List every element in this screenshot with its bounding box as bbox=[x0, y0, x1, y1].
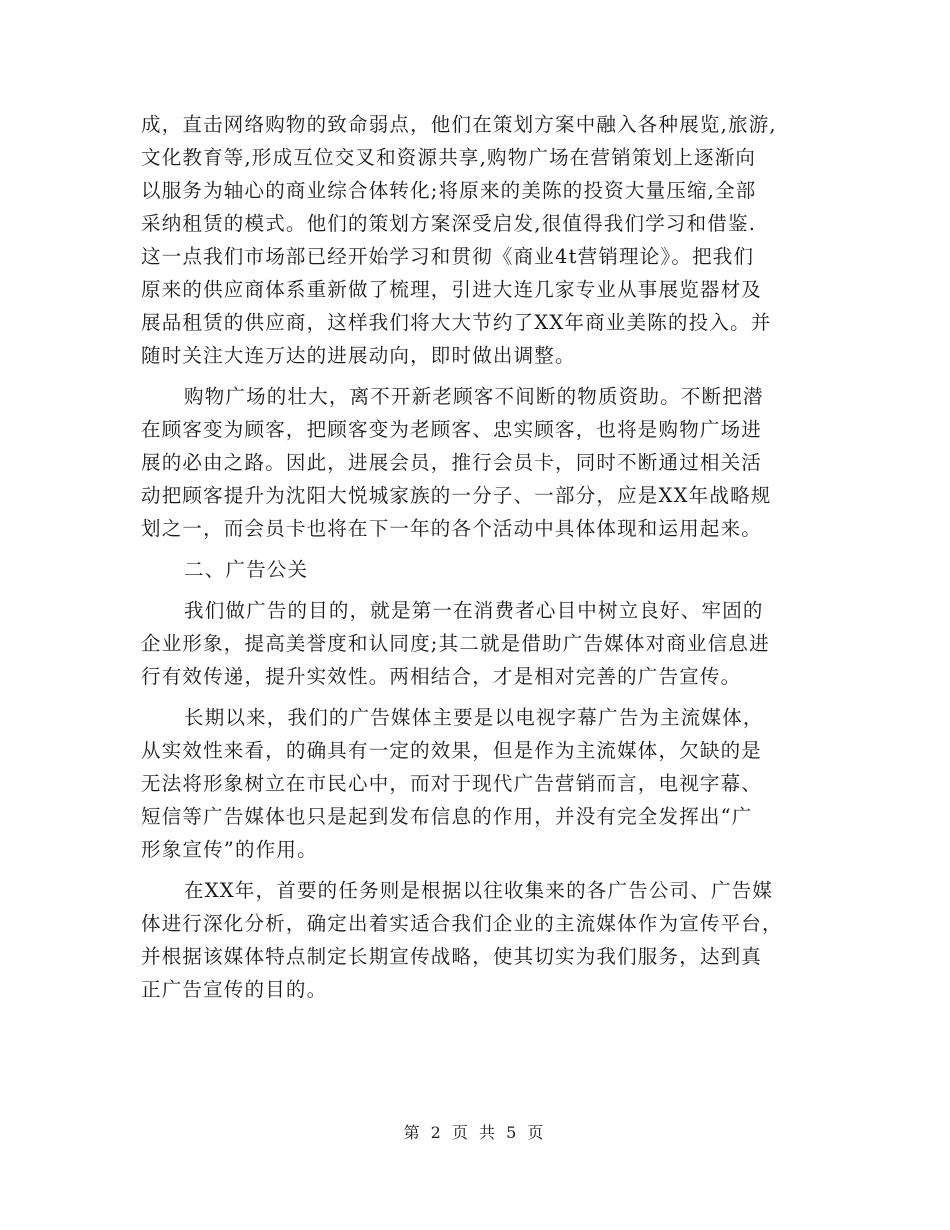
text-line: 从实效性来看，的确具有一定的效果，但是作为主流媒体，欠缺的是 bbox=[141, 739, 763, 762]
text-line: 行有效传递，提升实效性。两相结合，才是相对完善的广告宣传。 bbox=[141, 665, 742, 688]
document-body bbox=[141, 108, 821, 1006]
text-line: 正广告宣传的目的。 bbox=[141, 978, 328, 1001]
text-line: 二、广告公关 bbox=[184, 558, 309, 581]
text-line: 并根据该媒体特点制定长期宣传战略，使其切实为我们服务，达到真 bbox=[141, 945, 763, 968]
text-line: 购物广场的壮大，离不开新老顾客不间断的物质资助。不断把潜 bbox=[184, 385, 764, 408]
text-line: 采纳租赁的模式。他们的策划方案深受启发,很值得我们学习和借鉴. bbox=[141, 212, 757, 235]
text-line: 体进行深化分析，确定出着实适合我们企业的主流媒体作为宣传平台， bbox=[141, 912, 783, 935]
text-line: 短信等广告媒体也只是起到发布信息的作用，并没有完全发挥出“广 bbox=[141, 805, 753, 828]
paragraph bbox=[141, 553, 821, 586]
text-line: 在顾客变为顾客，把顾客变为老顾客、忠实顾客，也将是购物广场进 bbox=[141, 418, 763, 441]
text-line: 原来的供应商体系重新做了梳理，引进大连几家专业从事展览器材及 bbox=[141, 278, 763, 301]
paragraph bbox=[141, 108, 821, 372]
text-line: 以服务为轴心的商业综合体转化;将原来的美陈的投资大量压缩,全部 bbox=[141, 179, 757, 202]
paragraph bbox=[141, 874, 821, 1006]
text-line: 展的必由之路。因此，进展会员，推行会员卡，同时不断通过相关活 bbox=[141, 451, 763, 474]
text-line: 这一点我们市场部已经开始学习和贯彻《商业4t营销理论》。把我们 bbox=[141, 245, 755, 268]
paragraph bbox=[141, 380, 821, 545]
text-line: 划之一，而会员卡也将在下一年的各个活动中具体体现和运用起来。 bbox=[141, 517, 763, 540]
text-line: 我们做广告的目的，就是第一在消费者心目中树立良好、牢固的 bbox=[184, 599, 764, 622]
text-line: 动把顾客提升为沈阳大悦城家族的一分子、一部分，应是XX年战略规 bbox=[141, 484, 772, 507]
paragraph bbox=[141, 701, 821, 866]
text-line: 展品租赁的供应商，这样我们将大大节约了XX年商业美陈的投入。并 bbox=[141, 311, 772, 334]
text-line: 随时关注大连万达的进展动向，即时做出调整。 bbox=[141, 344, 576, 367]
paragraph bbox=[141, 594, 821, 693]
text-line: 长期以来，我们的广告媒体主要是以电视字幕广告为主流媒体， bbox=[184, 706, 764, 729]
text-line: 无法将形象树立在市民心中，而对于现代广告营销而言，电视字幕、 bbox=[141, 772, 763, 795]
text-line: 形象宣传”的作用。 bbox=[141, 838, 318, 861]
text-line: 成，直击网络购物的致命弱点，他们在策划方案中融入各种展览,旅游, bbox=[141, 113, 777, 136]
text-line: 文化教育等,形成互位交叉和资源共享,购物广场在营销策划上逐渐向 bbox=[141, 146, 757, 169]
text-line: 在XX年，首要的任务则是根据以往收集来的各广告公司、广告媒 bbox=[184, 879, 774, 902]
text-line: 企业形象，提高美誉度和认同度;其二就是借助广告媒体对商业信息进 bbox=[141, 632, 770, 655]
page-number-footer: 第 2 页 共 5 页 bbox=[403, 1123, 547, 1142]
